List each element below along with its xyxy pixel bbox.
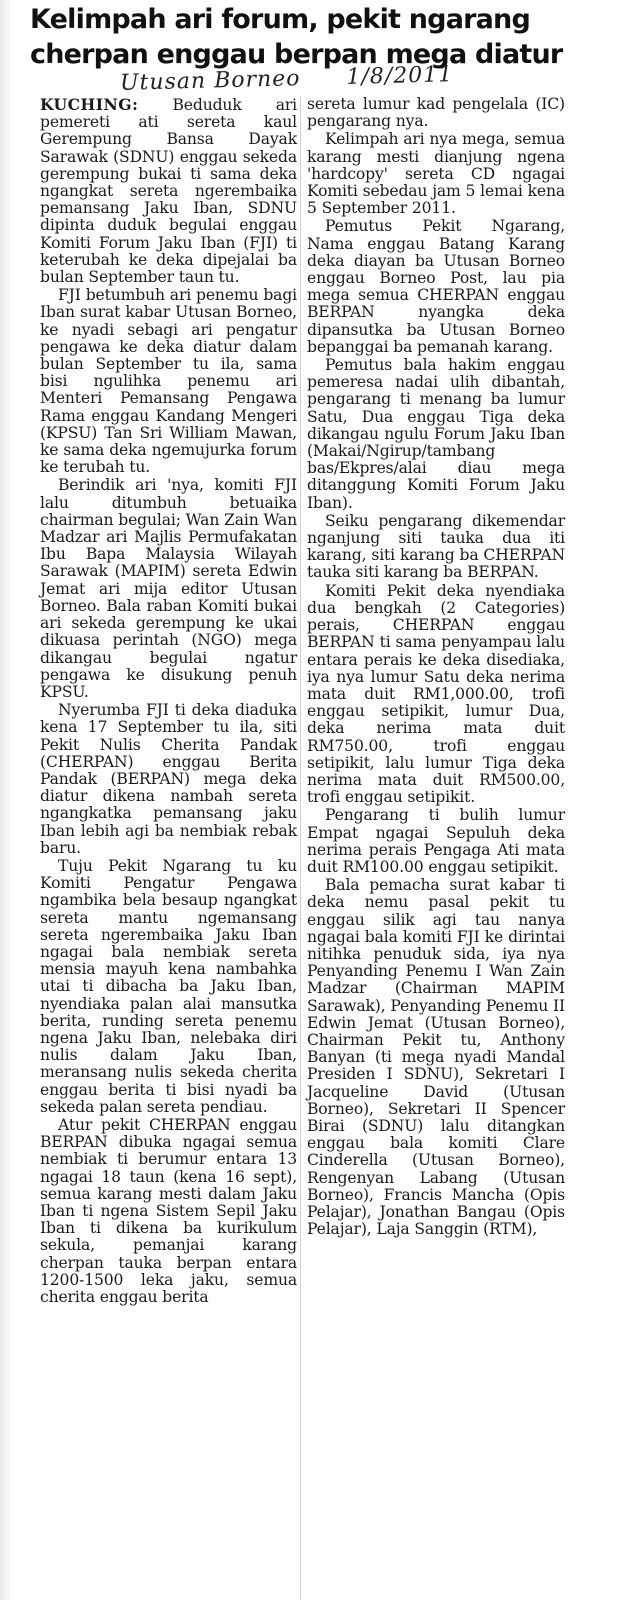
- paragraph: sereta lumur kad pengelala (IC) pengarang nya.: [307, 95, 565, 131]
- scan-edge-shadow: [0, 0, 14, 1600]
- article-column-right: [307, 96, 565, 1239]
- paragraph: Berindik ari 'nya, komiti FJI lalu ditumbuh betuaika chairman begulai; Wan Zain Wan Madzar ari Majlis Permufakatan Ibu Bapa Malaysia Wilayah Sarawak (MAPIM) sereta Edwin Jemat ari mija editor Utusan Borneo. Bala raban Komiti bukai ari sekeda gerempung ke ukai dikuasa perintah (NGO) mega dikangau begulai ngatur pengawa ke disukung penuh KPSU.: [40, 476, 297, 701]
- paragraph: Seiku pengarang dikemendar nganjung siti tauka dua iti karang, siti karang ba CHERPAN tauka siti karang ba BERPAN.: [307, 511, 565, 582]
- handwritten-date: 1/8/2011: [346, 62, 454, 90]
- paragraph: Bala pemacha surat kabar ti deka nemu pasal pekit tu enggau silik agi tau nanya ngagai bala komiti FJI ke dirintai nitihka penuduk sida, iya nya Penyanding Penemu I Wan Zain Madzar (Chairman MAPIM Sarawak), Penyanding Penemu II Edwin Jemat (Utusan Borneo), Chairman Pekit tu, Anthony Banyan (ti mega nyadi Mandal Presiden I SDNU), Sekretari I Jacqueline David (Utusan Borneo), Sekretari II Spencer Birai (SDNU) lalu ditangkan enggau bala komiti Clare Cinderella (Utusan Borneo), Rengenyan Labang (Utusan Borneo), Francis Mancha (Opis Pelajar), Jonathan Bangau (Opis Pelajar), Laja Sanggin (RTM),: [307, 876, 565, 1239]
- headline-line-2: cherpan enggau berpan mega diatur: [30, 39, 563, 70]
- column-divider: [300, 96, 301, 1600]
- paragraph-text: Beduduk ari pemereti ati sereta kaul Gerempung Bansa Dayak Sarawak (SDNU) enggau sekeda gerempung bukai ti sama deka ngangkat sereta ngerembaika pemansang Jaku Iban, SDNU dipinta duduk begulai enggau Komiti Forum Jaku Iban (FJI) ti keterubah ke deka dipejalai ba bulan September taun tu.: [40, 96, 298, 287]
- headline-line-1: Kelimpah ari forum, pekit ngarang: [30, 4, 530, 35]
- paragraph: Nyerumba FJI ti deka diaduka kena 17 September tu ila, siti Pekit Nulis Cherita Pandak (CHERPAN) enggau Berita Pandak (BERPAN) mega deka diatur dikena nambah sereta ngangkatka pemansang jaku Iban lebih agi ba nembiak rebak baru.: [40, 701, 297, 857]
- article-column-left: [40, 96, 297, 1307]
- paragraph: Pemutus bala hakim enggau pemeresa nadai ulih dibantah, pengarang ti menang ba lumur Satu, Dua enggau Tiga deka dikangau ngulu Forum Jaku Iban (Makai/Ngirup/tambang bas/Ekpres/alai diau mega ditanggung Komiti Forum Jaku Iban).: [307, 356, 565, 512]
- paragraph: Komiti Pekit deka nyendiaka dua bengkah (2 Categories) perais, CHERPAN enggau BERPAN ti sama penyampau lalu entara perais ke deka disediaka, iya nya lumur Satu deka nerima mata duit RM1,000.00, trofi enggau setipikit, lumur Dua, deka nerima mata duit RM750.00, trofi enggau setipikit, lalu lumur Tiga deka nerima mata duit RM500.00, trofi enggau setipikit.: [307, 581, 565, 807]
- paragraph: Pemutus Pekit Ngarang, Nama enggau Batang Karang deka diayan ba Utusan Borneo enggau Borneo Post, lau pia mega semua CHERPAN enggau BERPAN nyangka deka dipansutka ba Utusan Borneo bepanggai ba pemanah karang.: [307, 217, 565, 356]
- paragraph: Atur pekit CHERPAN enggau BERPAN dibuka ngagai semua nembiak ti berumur entara 13 ngagai 18 taun (kena 16 sept), semua karang mesti dalam Jaku Iban ti ngena Sistem Sepil Jaku Iban ti dikena ba kurikulum sekula, pemanjai karang cherpan tauka berpan entara 1200-1500 leka jaku, semua cherita enggau berita: [40, 1115, 297, 1307]
- handwritten-source: Utusan Borneo: [119, 66, 301, 96]
- paragraph: Pengarang ti bulih lumur Empat ngagai Sepuluh deka nerima perais Pengaga Ati mata duit RM100.00 enggau setipikit.: [307, 806, 565, 876]
- paragraph: Tuju Pekit Ngarang tu ku Komiti Pengatur Pengawa ngambika bela besaup ngangkat sereta mantu ngemansang sereta ngerembaika Jaku Iban ngagai bala nembiak sereta mensia mayuh kena nambahka utai ti dibacha ba Jaku Iban, nyendiaka palan alai mansutka berita, runding sereta penemu ngena Jaku Iban, nelebaka diri nulis dalam Jaku Iban, meransang nulis sekeda cherita enggau berita ti bisi nyadi ba sekeda palan sereta pendiau.: [40, 856, 297, 1116]
- paragraph: Kelimpah ari nya mega, semua karang mesti dianjung ngena 'hardcopy' sereta CD ngagai Komiti sebedau jam 5 lemai kena 5 September 2011.: [307, 130, 565, 218]
- paragraph: FJI betumbuh ari penemu bagi Iban surat kabar Utusan Borneo, ke nyadi sebagi ari pengatur pengawa ke deka diatur dalam bulan September tu ila, sama bisi ngulihka penemu ari Menteri Pemansang Pengawa Rama enggau Kandang Mengeri (KPSU) Tan Sri William Mawan, ke sama deka ngemujurka forum ke terubah tu.: [40, 286, 297, 477]
- headline: [30, 2, 615, 72]
- dateline: KUCHING:: [40, 95, 139, 114]
- paragraph: [40, 96, 297, 286]
